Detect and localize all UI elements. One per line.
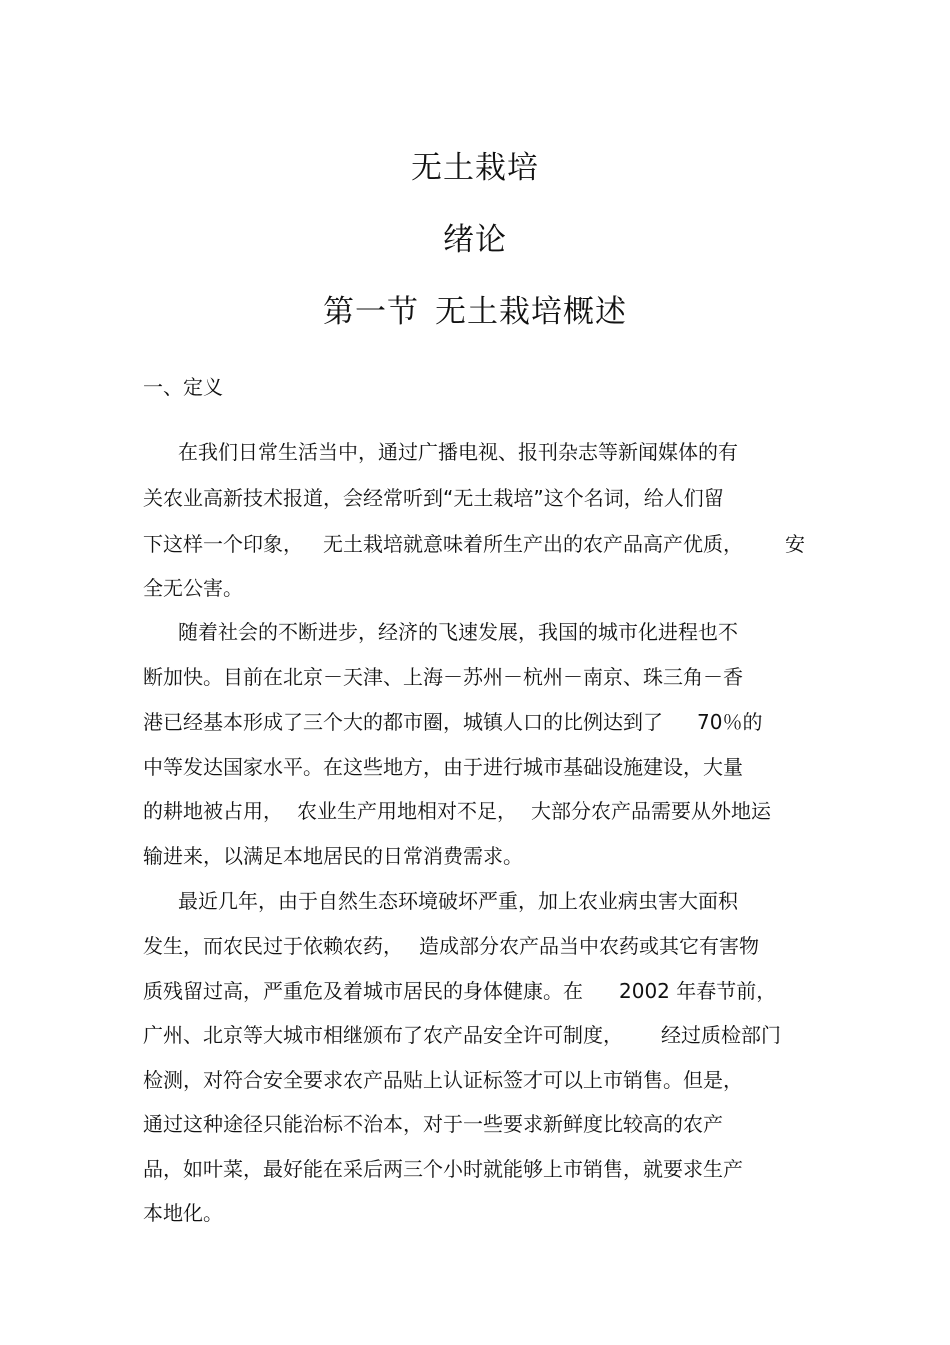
paragraph-3-line-8: 本地化。 bbox=[143, 1201, 223, 1225]
paragraph-2-line-3 bbox=[143, 707, 762, 737]
section-number: 第一节 bbox=[323, 294, 419, 330]
section-title bbox=[0, 292, 950, 332]
paragraph-1-line-2: 关农业高新技术报道，会经常听到“无土栽培”这个名词，给人们留 bbox=[143, 486, 724, 510]
paragraph-2-line-1: 随着社会的不断进步，经济的飞速发展，我国的城市化进程也不 bbox=[178, 620, 738, 644]
paragraph-3-line-4 bbox=[143, 1020, 781, 1050]
paragraph-2-line-4: 中等发达国家水平。在这些地方，由于进行城市基础设施建设，大量 bbox=[143, 755, 743, 779]
paragraph-2-line-6: 输进来，以满足本地居民的日常消费需求。 bbox=[143, 844, 523, 868]
paragraph-1-line-4: 全无公害。 bbox=[143, 576, 243, 600]
text-segment: 经过质检部门 bbox=[661, 1023, 781, 1047]
paragraph-3-line-7: 品，如叶菜，最好能在采后两三个小时就能够上市销售，就要求生产 bbox=[143, 1157, 743, 1181]
text-segment: 的耕地被占用， bbox=[143, 799, 283, 823]
subtitle: 绪论 bbox=[443, 222, 507, 258]
text-segment: 港已经基本形成了三个大的都市圈，城镇人口的比例达到了 bbox=[143, 710, 663, 734]
text-segment: 广州、北京等大城市相继颁布了农产品安全许可制度， bbox=[143, 1023, 623, 1047]
text-segment: 下这样一个印象， bbox=[143, 532, 303, 556]
text-segment: 农业生产用地相对不足， bbox=[297, 799, 517, 823]
paragraph-3-line-3 bbox=[143, 976, 776, 1006]
text-segment: 发生，而农民过于依赖农药， bbox=[143, 934, 403, 958]
main-title: 无土栽培 bbox=[411, 150, 539, 186]
text-segment: 70％的 bbox=[697, 710, 763, 734]
paragraph-3-line-1: 最近几年，由于自然生态环境破坏严重，加上农业病虫害大面积 bbox=[178, 889, 738, 913]
paragraph-3-line-6: 通过这种途径只能治标不治本，对于一些要求新鲜度比较高的农产 bbox=[143, 1112, 723, 1136]
paragraph-1-line-3 bbox=[143, 529, 805, 559]
text-segment: 2002 年春节前， bbox=[619, 979, 777, 1003]
definition-heading: 一、定义 bbox=[143, 375, 223, 399]
paragraph-2-line-2: 断加快。目前在北京－天津、上海－苏州－杭州－南京、珠三角－香 bbox=[143, 665, 743, 689]
text-segment: 安 bbox=[785, 532, 805, 556]
paragraph-3-line-5: 检测，对符合安全要求农产品贴上认证标签才可以上市销售。但是， bbox=[143, 1068, 743, 1092]
section-name: 无土栽培概述 bbox=[435, 294, 627, 330]
paragraph-3-line-2 bbox=[143, 931, 759, 961]
text-segment: 造成部分农产品当中农药或其它有害物 bbox=[419, 934, 759, 958]
paragraph-1-line-1: 在我们日常生活当中，通过广播电视、报刊杂志等新闻媒体的有 bbox=[178, 440, 738, 464]
text-segment: 大部分农产品需要从外地运 bbox=[531, 799, 771, 823]
paragraph-2-line-5 bbox=[143, 796, 771, 826]
text-segment: 质残留过高，严重危及着城市居民的身体健康。在 bbox=[143, 979, 583, 1003]
text-segment: 无土栽培就意味着所生产出的农产品高产优质， bbox=[323, 532, 743, 556]
